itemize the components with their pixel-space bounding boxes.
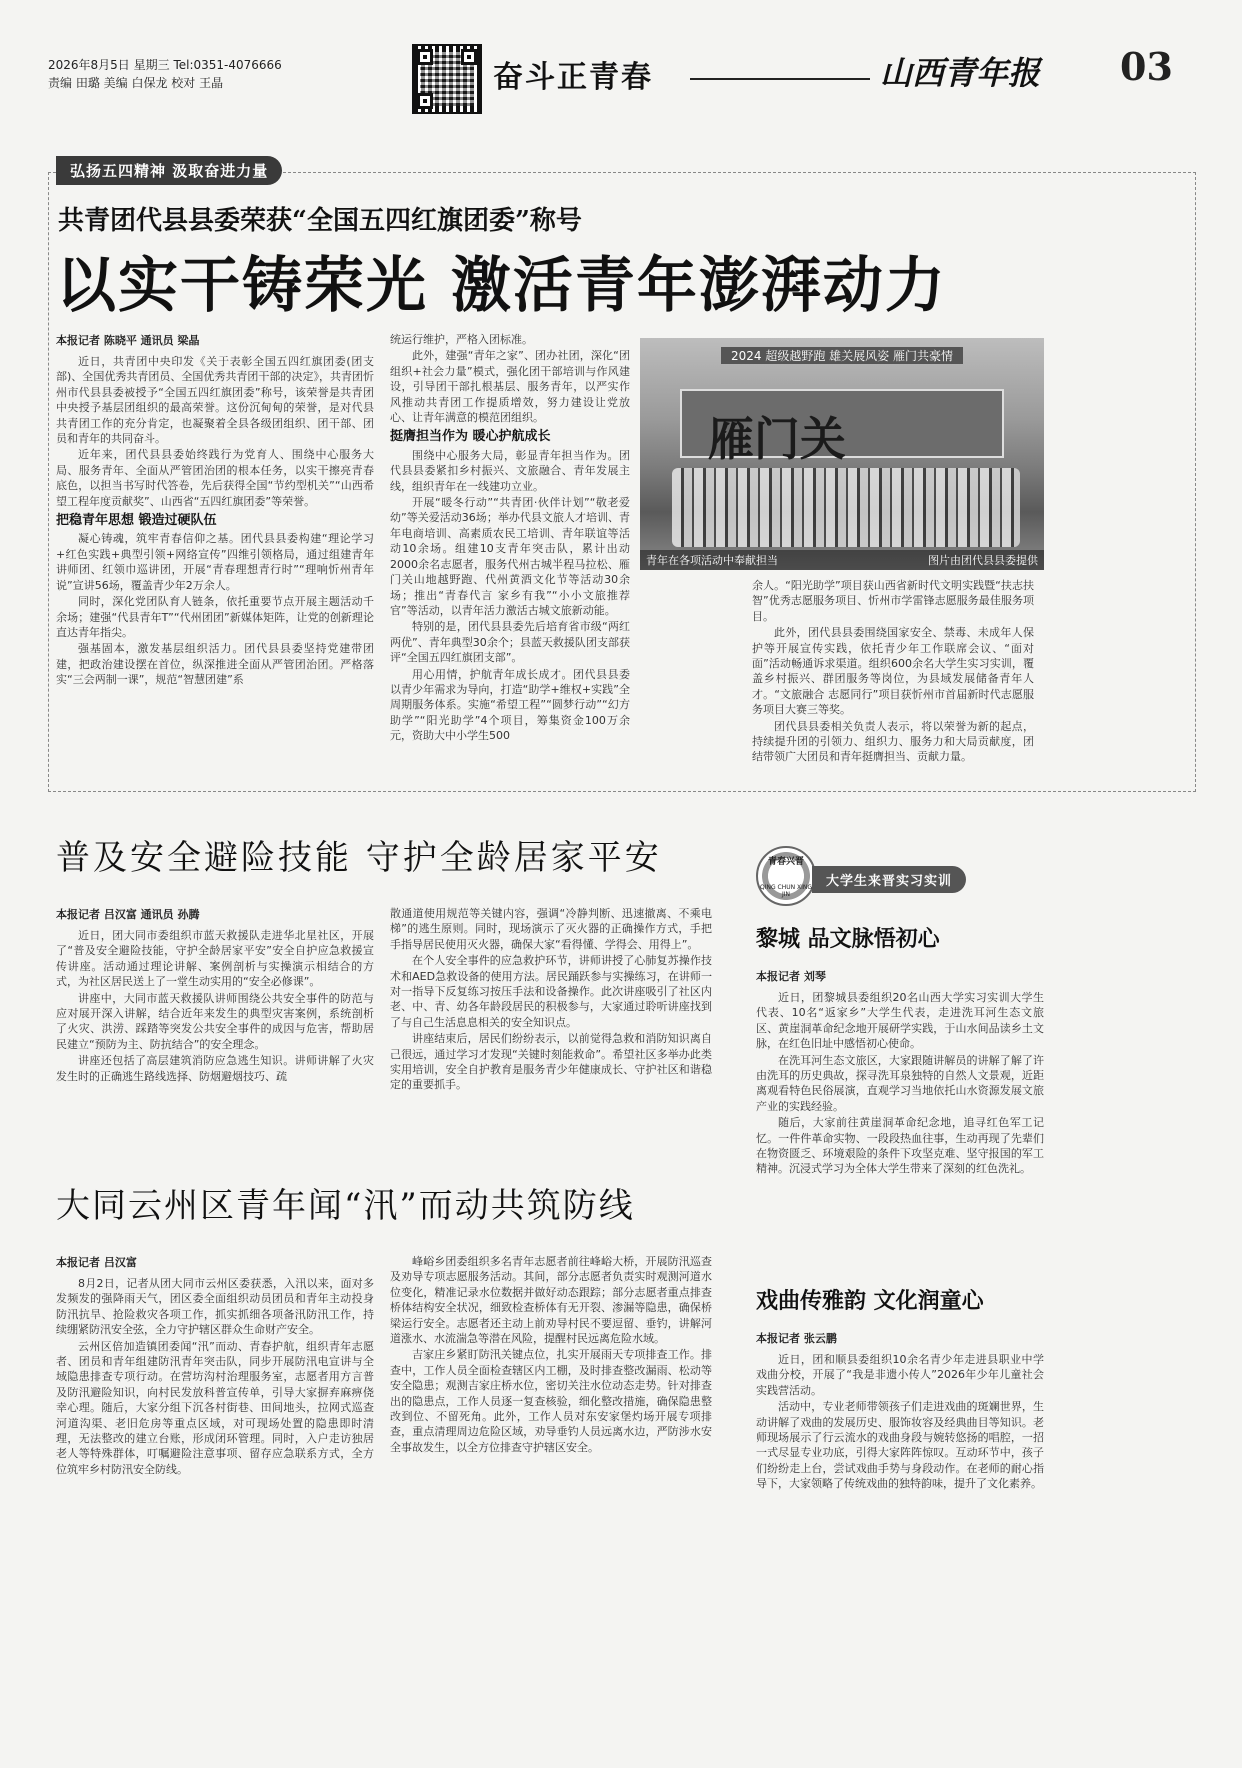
article1-byline: 本报记者 陈晓平 通讯员 梁晶 (56, 334, 200, 347)
paragraph: 峰峪乡团委组织多名青年志愿者前往峰峪大桥，开展防汛巡查及劝导专项志愿服务活动。其间，部分志愿者负责实时观测河道水位变化，精准记录水位数据并做好动态跟踪；部分志愿者重点排查桥体结构安全状况，细致检查桥体有无开裂、渗漏等隐患，确保桥梁运行安全。志愿者还主动上前劝导村民不要逗留、垂钓，讲解河道涨水、水流湍急等潜在风险，提醒村民远离危险水域。 (390, 1255, 712, 1346)
article3-col1 (56, 1276, 374, 1478)
paragraph: 云州区倍加造镇团委闻“汛”而动、青春护航，组织青年志愿者、团员和青年组建防汛青年突击队，同步开展防汛电宣讲与全域隐患排查专项行动。在营坊沟村治理服务室，志愿者用方言普及防汛避险知识，向村民发放科普宣传单，引导大家摒弃麻痹侥幸心理。随后，大家分组下沉各村街巷、田间地头，拉网式巡查河道沟渠、老旧危房等重点区域，对可现场处置的隐患即时清理，无法整改的建立台账，形成闭环管理。同时，入户走访独居老人等特殊群体，叮嘱避险注意事项、留存应急联系方式，全方位筑牢乡村防汛安全防线。 (56, 1339, 374, 1476)
article1-photo (640, 338, 1044, 570)
paragraph: 团代县县委相关负责人表示，将以荣誉为新的起点，持续提升团的引领力、组织力、服务力和大局贡献度，团结带领广大团员和青年挺膺担当、贡献力量。 (752, 719, 1034, 764)
article1-headline: 以实干铸荣光 激活青年澎湃动力 (56, 251, 947, 321)
paragraph: 散通道使用规范等关键内容，强调“冷静判断、迅速撤离、不乘电梯”的逃生原则。同时，现场演示了灭火器的正确操作方式，手把手指导居民使用灭火器，确保大家“看得懂、学得会、用得上”。 (390, 907, 712, 951)
youth-logo-icon (756, 846, 816, 906)
sidebar-a1-headline: 黎城 品文脉悟初心 (756, 926, 940, 952)
logo-bottom-text: QING CHUN XING JIN (759, 884, 813, 898)
article1-tag: 弘扬五四精神 汲取奋进力量 (56, 156, 282, 185)
article1-subhead2: 挺膺担当作为 暖心护航成长 (390, 429, 551, 445)
paper-logo: 山西青年报 (880, 54, 1041, 92)
header-rule (690, 78, 870, 80)
section-title: 奋斗正青春 (493, 60, 653, 95)
photo-caption-left: 青年在各项活动中奉献担当 (646, 554, 778, 567)
article3-byline: 本报记者 吕汉富 (56, 1256, 137, 1269)
paragraph: 近日，团黎城县委组织20名山西大学实习实训大学生代表、10名“返家乡”大学生代表，走进洗耳河生态文旅区、黄崖洞革命纪念地开展研学实践，于山水间品读乡土文脉，在红色旧址中感悟初心使命。 (756, 991, 1044, 1051)
paragraph: 开展“暖冬行动”“共青团·伙伴计划”“敬老爱幼”等关爱活动36场；举办代县文旅人才培训、青年电商培训、高素质农民工培训、青年联谊等活动10余场。组建10支青年突击队，累计出动2000余名志愿者，服务代州古城半程马拉松、雁门关山地越野跑、代州黄酒文化节等活动30余场；推出“青春代言 家乡有我”“小小文旅推荐官”等活动，以青年活力激活古城文旅新动能。 (390, 496, 630, 617)
article1-subhead1: 把稳青年思想 锻造过硬队伍 (56, 513, 217, 529)
paragraph: 讲座结束后，居民们纷纷表示，以前觉得急救和消防知识离自己很远，通过学习才发现“关键时刻能救命”。希望社区多举办此类实用培训，安全自护教育是服务青少年健康成长、守护社区和谐稳定的重要抓手。 (390, 1032, 712, 1092)
paragraph: 讲座中，大同市蓝天救援队讲师围绕公共安全事件的防范与应对展开深入讲解，结合近年来发生的典型灾害案例，系统剖析了火灾、洪涝、踩踏等突发公共安全事件的成因与危害，帮助居民建立“预防为主、防抗结合”的安全理念。 (56, 991, 374, 1051)
page-number: 03 (1120, 44, 1173, 89)
sidebar-a2-byline: 本报记者 张云鹏 (756, 1332, 837, 1345)
article3-col2 (390, 1254, 712, 1456)
paragraph: 近日，共青团中央印发《关于表彰全国五四红旗团委(团支部)、全国优秀共青团员、全国优秀共青团干部的决定》，共青团忻州市代县县委被授予“全国五四红旗团委”称号，该荣誉是共青团中央授予基层团组织的最高荣誉。这份沉甸甸的荣誉，是对代县共青团工作的充分肯定，也凝聚着全县各级团组织、团干部、团员和青年的共同奋斗。 (56, 355, 374, 446)
article1-col1 (56, 354, 374, 689)
paragraph: 围绕中心服务大局，彰显青年担当作为。团代县县委紧扣乡村振兴、文旅融合、青年发展主线，组织青年在一线建功立业。 (390, 448, 630, 493)
article1-col3 (752, 578, 1034, 766)
article3-headline: 大同云州区青年闻“汛”而动共筑防线 (56, 1186, 635, 1226)
photo-caption-right: 图片由团代县县委提供 (928, 554, 1038, 567)
sidebar-a2-headline: 戏曲传雅韵 文化润童心 (756, 1288, 984, 1314)
paragraph: 近日，团大同市委组织市蓝天救援队走进华北星社区，开展了“普及安全避险技能，守护全龄居家平安”安全自护应急救援宣传讲座。活动通过理论讲解、案例剖析与实操演示相结合的方式，为社区居民送上了一堂生动实用的“安全必修课”。 (56, 929, 374, 989)
paragraph: 近年来，团代县县委始终践行为党育人、围绕中心服务大局、服务青年、全面从严管团治团的根本任务，以实干擦亮青春底色，以担当书写时代答卷，先后获得全国“节约型机关”“山西希望工程年度贡献奖”、山西省“五四红旗团委”等荣誉。 (56, 448, 374, 508)
photo-crowd (672, 468, 1019, 547)
photo-banner-top: 2024 超级越野跑 雄关展风姿 雁门共豪情 (721, 347, 963, 364)
sidebar-a1-body (756, 990, 1044, 1178)
sidebar-a2-body (756, 1352, 1044, 1493)
paragraph: 凝心铸魂，筑牢青春信仰之基。团代县县委构建“理论学习+红色实践+典型引领+网络宣传”四维引领格局，通过组建青年讲师团、红领巾巡讲团，开展“青春理想青行时”“理响忻州青年说”宣讲56场，覆盖青少年2万余人。 (56, 532, 374, 592)
photo-banner-text: 雁门关 (707, 411, 846, 466)
date-line: 2026年8月5日 星期三 Tel:0351-4076666 (48, 58, 282, 72)
paragraph: 此外，建强“青年之家”、团办社团，深化“团组织+社会力量”模式，强化团干部培训与作风建设，引导团干部扎根基层、服务青年，以严实作风推动共青团工作提质增效，努力建设让党放心、让青年满意的模范团组织。 (390, 349, 630, 425)
paragraph: 在个人安全事件的应急救护环节，讲师讲授了心肺复苏操作技术和AED急救设备的使用方法。居民踊跃参与实操练习，在讲师一对一指导下反复练习按压手法和设备操作。此次讲座吸引了社区内老、中、青、幼各年龄段居民的积极参与，大家通过聆听讲座找到了与自己生活息息相关的安全知识点。 (390, 954, 712, 1029)
paragraph: 强基固本，激发基层组织活力。团代县县委坚持党建带团建，把政治建设摆在首位，纵深推进全面从严管团治团。严格落实“三会两制一课”，规范“智慧团建”系 (56, 642, 374, 687)
paragraph: 吉家庄乡紧盯防汛关键点位，扎实开展雨天专项排查工作。排查中，工作人员全面检查辖区内工棚，及时排查整改漏雨、松动等安全隐患；观测吉家庄桥水位，密切关注水位动态走势。针对排查出的隐患点，工作人员逐一复查核验，细化整改措施，确保隐患整改到位、不留死角。此外，工作人员对东安家堡灼场开展专项排查，重点清理周边危险区域，劝导垂钓人员远离水边，严防涉水安全事故发生，以全方位排查守护辖区安全。 (390, 1348, 712, 1454)
paragraph: 在洗耳河生态文旅区，大家跟随讲解员的讲解了解了许由洗耳的历史典故，探寻洗耳泉独特的自然人文景观，近距离观看特色民俗展演，直观学习当地依托山水资源发展文旅产业的实践经验。 (756, 1053, 1044, 1113)
paragraph: 活动中，专业老师带领孩子们走进戏曲的斑斓世界，生动讲解了戏曲的发展历史、服饰妆容及经典曲目等知识。老师现场展示了行云流水的戏曲身段与婉转悠扬的唱腔，一招一式尽显专业功底，引得大家阵阵惊叹。互动环节中，孩子们纷纷走上台，尝试戏曲手势与身段动作。在老师的耐心指导下，大家领略了传统戏曲的独特韵味，提升了文化素养。 (756, 1400, 1044, 1491)
paragraph: 随后，大家前往黄崖洞革命纪念地，追寻红色军工记忆。一件件革命实物、一段段热血往事，生动再现了先辈们在物资匮乏、环境艰险的条件下攻坚克难、坚守报国的军工精神。沉浸式学习为全体大学生带来了深刻的红色洗礼。 (756, 1116, 1044, 1176)
paragraph: 余人。“阳光助学”项目获山西省新时代文明实践暨“扶志扶智”优秀志愿服务项目、忻州市学雷锋志愿服务最佳服务项目。 (752, 579, 1034, 623)
qr-code[interactable] (412, 44, 482, 114)
article2-byline: 本报记者 吕汉富 通讯员 孙腾 (56, 908, 200, 921)
article2-col1 (56, 928, 374, 1085)
paragraph: 用心用情，护航青年成长成才。团代县县委以青少年需求为导向，打造“助学+维权+实践”全周期服务体系。实施“希望工程”“圆梦行动”“幻方助学”“阳光助学”4个项目，筹集资金100万余元，资助大中小学生500 (390, 667, 630, 743)
paragraph: 此外，团代县县委围绕国家安全、禁毒、未成年人保护等开展宣传实践，依托青少年工作联席会议、“面对面”活动畅通诉求渠道。组织600余名大学生实习实训，覆盖乡村振兴、群团服务等岗位，为县域发展储备青年人才。“文旅融合 志愿同行”项目获忻州市首届新时代志愿服务项目大赛三等奖。 (752, 626, 1034, 717)
article2-headline: 普及安全避险技能 守护全龄居家平安 (56, 838, 662, 878)
paragraph: 统运行维护，严格入团标准。 (390, 333, 533, 346)
paragraph: 近日，团和顺县委组织10余名青少年走进县职业中学戏曲分校，开展了“我是非遗小传人”2026年少年儿童社会实践营活动。 (756, 1353, 1044, 1397)
article1-col2 (390, 332, 630, 745)
paragraph: 特别的是，团代县县委先后培育省市级“两红两优”、青年典型30余个；县蓝天救援队团支部获评“全国五四红旗团支部”。 (390, 620, 630, 665)
photo-banner (680, 389, 1003, 466)
photo-caption (640, 550, 1044, 570)
article2-col2 (390, 906, 712, 1094)
sidebar-a1-byline: 本报记者 刘琴 (756, 970, 826, 983)
paragraph: 同时，深化党团队育人链条，依托重要节点开展主题活动千余场；建强“代县青年T”“代州团团”新媒体矩阵，让党的创新理论直达青年指尖。 (56, 595, 374, 639)
paragraph: 8月2日，记者从团大同市云州区委获悉，入汛以来，面对多发频发的强降雨天气，团区委全面组织动员团员和青年主动投身防汛抗旱、抢险救灾各项工作，抓实抓细各项备汛防汛工作，持续绷紧防汛安全弦，全力守护辖区群众生命财产安全。 (56, 1277, 374, 1337)
article1-kicker: 共青团代县县委荣获“全国五四红旗团委”称号 (58, 206, 582, 236)
paragraph: 讲座还包括了高层建筑消防应急逃生知识。讲师讲解了火灾发生时的正确逃生路线选择、防烟避烟技巧、疏 (56, 1054, 374, 1083)
sidebar-tag: 大学生来晋实习实训 (812, 866, 966, 893)
logo-top-text: 青春兴晋 (767, 857, 804, 867)
staff-line: 责编 田璐 美编 白保龙 校对 王晶 (48, 76, 224, 90)
